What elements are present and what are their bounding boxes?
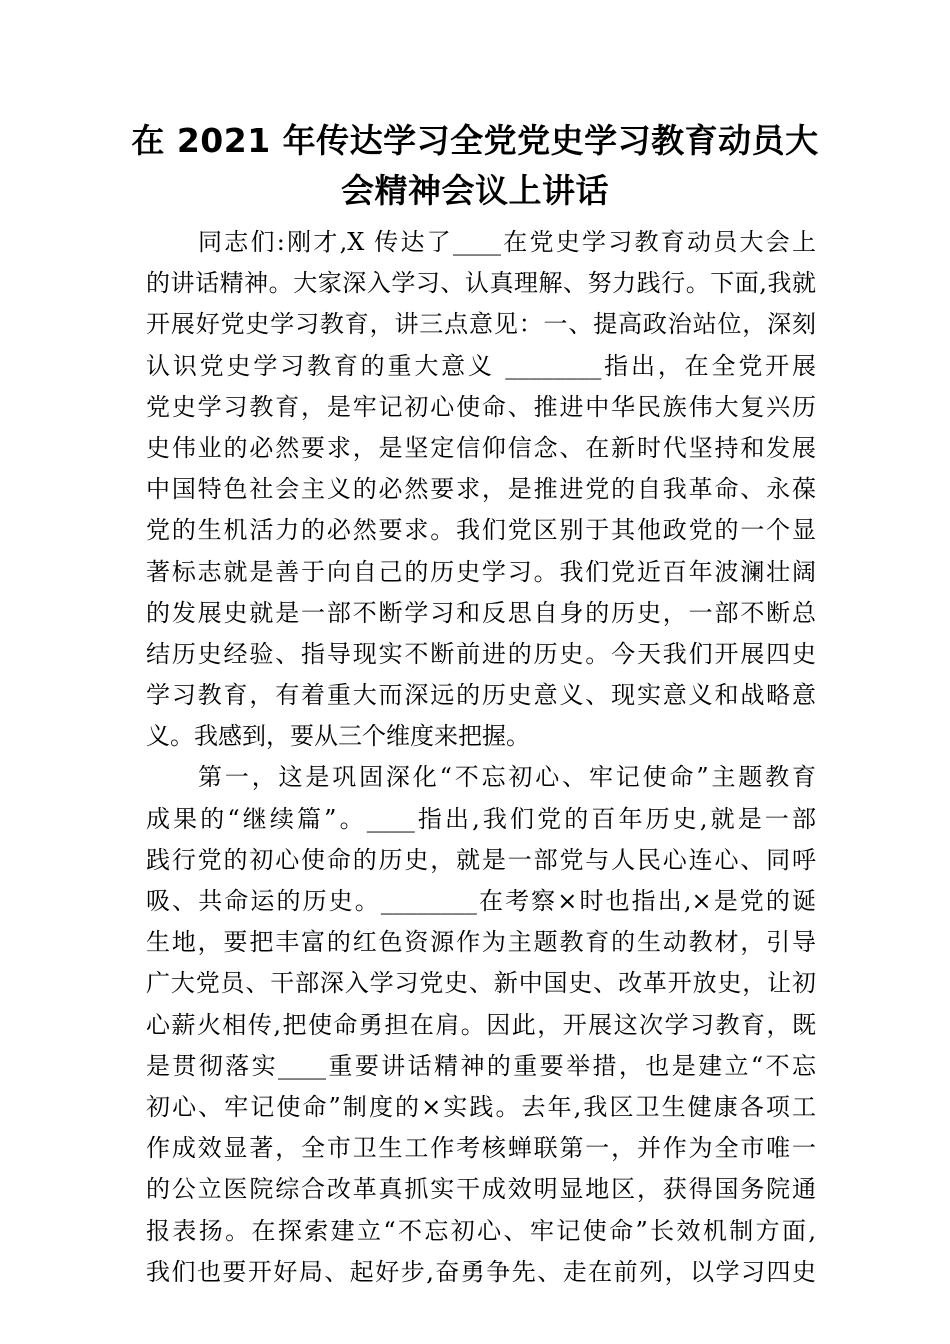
paragraph-line: 义。我感到，要从三个维度来把握。 xyxy=(146,722,530,751)
paragraph-line: 的讲话精神。大家深入学习、认真理解、努力践行。下面,我就 xyxy=(146,269,816,298)
paragraph-line: 认识党史学习教育的重大意义 ________指出，在全党开展 xyxy=(146,351,816,380)
paragraph-line: 生地，要把丰富的红色资源作为主题教育的生动教材，引导 xyxy=(146,928,816,957)
paragraph-line: 吸、共命运的历史。________在考察×时也指出,×是党的诞 xyxy=(146,887,816,915)
paragraph-line: 初心、牢记使命”制度的×实践。去年,我区卫生健康各项工 xyxy=(146,1092,816,1121)
paragraph-line: 的发展史就是一部不断学习和反思自身的历史，一部不断总 xyxy=(146,598,816,627)
title-line: 在 2021 年传达学习全党党史学习教育动员大 xyxy=(131,121,819,160)
paragraph-line: 结历史经验、指导现实不断前进的历史。今天我们开展四史 xyxy=(146,639,816,668)
paragraph-line: 践行党的初心使命的历史，就是一部党与人民心连心、同呼 xyxy=(146,845,816,874)
paragraph-line: 党的生机活力的必然要求。我们党区别于其他政党的一个显 xyxy=(146,516,816,545)
paragraph-line: 广大党员、干部深入学习党史、新中国史、改革开放史，让初 xyxy=(146,969,816,998)
paragraph-line: 作成效显著，全市卫生工作考核蝉联第一，并作为全市唯一 xyxy=(146,1134,816,1163)
paragraph-line: 报表扬。在探索建立“不忘初心、牢记使命”长效机制方面, xyxy=(146,1216,816,1245)
paragraph-line: 心薪火相传,把使命勇担在肩。因此，开展这次学习教育，既 xyxy=(146,1010,816,1039)
paragraph-line: 我们也要开好局、起好步,奋勇争先、走在前列，以学习四史 xyxy=(146,1257,816,1286)
paragraph-line: 同志们:刚才,X 传达了____在党史学习教育动员大会上 xyxy=(198,228,816,256)
title-line: 会精神会议上讲话 xyxy=(341,171,609,210)
paragraph-line: 的公立医院综合改革真抓实干成效明显地区，获得国务院通 xyxy=(146,1175,816,1204)
paragraph-line: 著标志就是善于向自己的历史学习。我们党近百年波澜壮阔 xyxy=(146,557,816,586)
paragraph-line: 第一，这是巩固深化“不忘初心、牢记使命”主题教育 xyxy=(198,763,816,792)
paragraph-line: 党史学习教育，是牢记初心使命、推进中华民族伟大复兴历 xyxy=(146,392,816,421)
paragraph-line: 学习教育，有着重大而深远的历史意义、现实意义和战略意 xyxy=(146,681,816,710)
paragraph-line: 是贯彻落实____重要讲话精神的重要举措，也是建立“不忘 xyxy=(146,1051,816,1080)
document-title xyxy=(100,116,850,216)
paragraph-line: 成果的“继续篇”。____指出,我们党的百年历史,就是一部 xyxy=(146,804,816,833)
paragraph-line: 中国特色社会主义的必然要求，是推进党的自我革命、永葆 xyxy=(146,475,816,504)
paragraph-line: 史伟业的必然要求，是坚定信仰信念、在新时代坚持和发展 xyxy=(146,433,816,462)
paragraph-line: 开展好党史学习教育，讲三点意见：一、提高政治站位，深刻 xyxy=(146,310,816,339)
document-body xyxy=(146,222,816,1293)
